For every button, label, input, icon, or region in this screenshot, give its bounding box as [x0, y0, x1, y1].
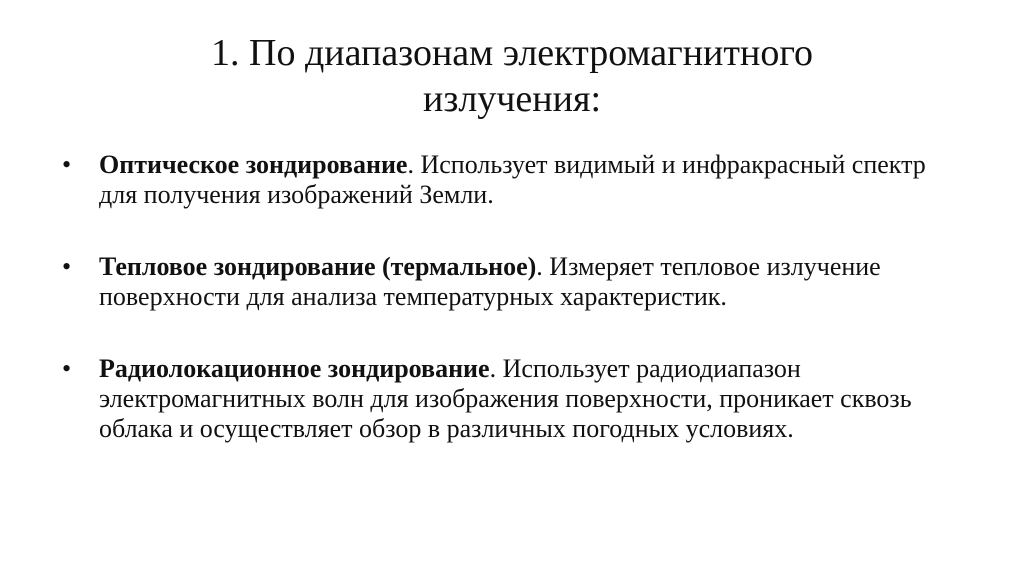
bullet-text: . Использует видимый и инфракрасный спектр для получения изображений Земли. — [99, 150, 926, 209]
bullet-term: Радиолокационное зондирование — [99, 354, 490, 383]
bullet-text: . Измеряет тепловое излучение поверхности для анализа температурных характеристик. — [99, 252, 881, 311]
bullet-term: Оптическое зондирование — [99, 150, 408, 179]
bullet-icon: • — [62, 252, 72, 281]
bullet-icon: • — [62, 150, 72, 179]
bullet-item-optical — [62, 150, 962, 210]
bullet-text: . Использует радиодиапазон электромагнитных волн для изображения поверхности, проникает сквозь облака и осуществляет обзор в различных погодных условиях. — [99, 354, 912, 443]
bullet-item-thermal — [62, 252, 962, 312]
bullet-term: Тепловое зондирование (термальное) — [99, 252, 537, 281]
bullet-item-radar — [62, 354, 962, 444]
slide-title: 1. По диапазонам электромагнитного излучения: — [211, 32, 813, 120]
bullet-icon: • — [62, 354, 72, 383]
bullet-list — [62, 150, 962, 444]
